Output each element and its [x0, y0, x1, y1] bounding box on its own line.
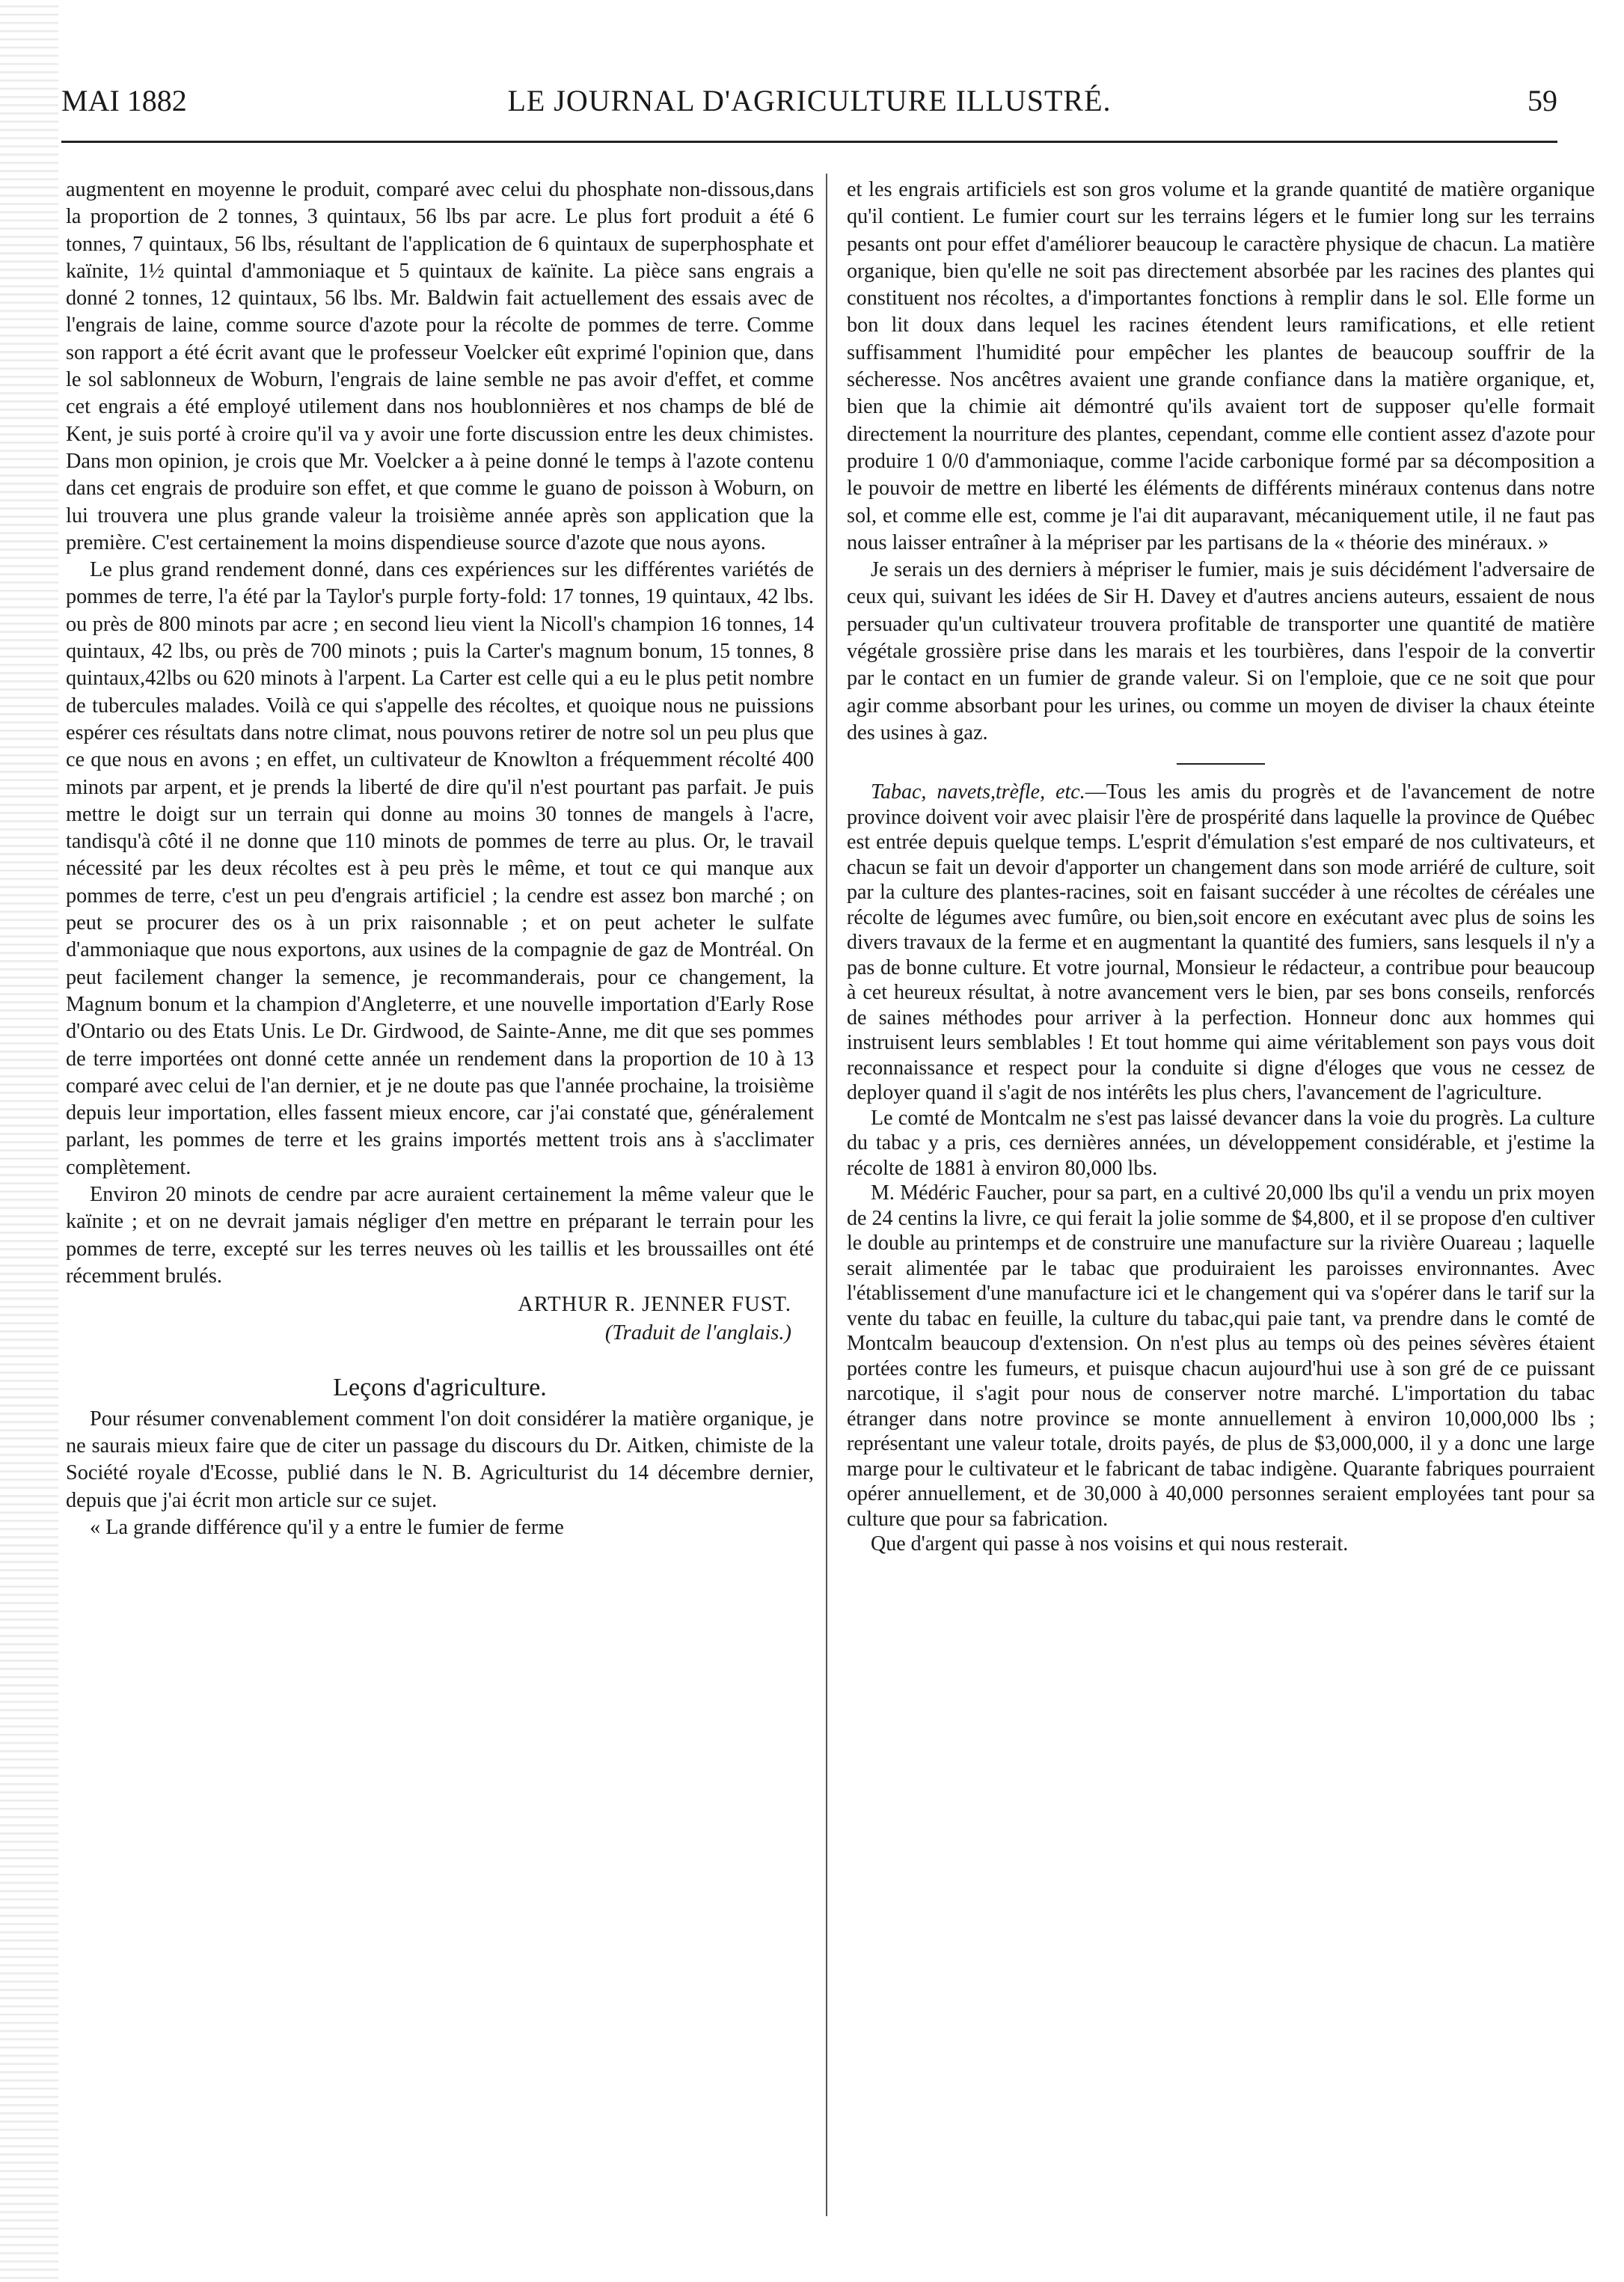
article-paragraph: et les engrais artificiels est son gros volume et la grande quantité de matière organique qu'il contient. Le fumier court sur les terrains légers et le fumier long sur les terrains pesants ont pour effet d'améliorer beaucoup le caractère physique de chacun. La matière organique, bien qu'elle ne soit pas directement absorbée par les racines des plantes qui constituent nos récoltes, a d'importantes fonctions à remplir dans le sol. Elle forme un bon lit doux dans lequel les racines étendent leurs ramifications, et elle retient suffisamment l'humidité pour empêcher les plantes de beaucoup souffrir de la sécheresse. Nos ancêtres avaient une grande confiance dans la matière organique, et, bien que la chimie ait démontré qu'ils avaient tort de supposer qu'elle formait directement la nourriture des plantes, cependant, comme elle contient assez d'azote pour produire 1 0/0 d'ammoniaque, comme l'acide carbonique formé par sa décomposition a le pouvoir de mettre en liberté les éléments de différents minéraux contenus dans notre sol, et comme elle est, comme je l'ai dit auparavant, mécaniquement utile, il ne faut pas nous laisser entraîner à la mépriser par les partisans de la « théorie des minéraux. » [847, 178, 1595, 554]
journal-title: LE JOURNAL D'AGRICULTURE ILLUSTRÉ. [507, 84, 1112, 117]
article-paragraph: augmentent en moyenne le produit, comparé avec celui du phosphate non-dissous,dans la proportion de 2 tonnes, 3 quintaux, 56 lbs par acre. Le plus fort produit a été 6 tonnes, 7 quintaux, 56 lbs, résultant de l'application de 6 quintaux de superphosphate et kaïnite, 1½ quintal d'ammoniaque et 5 quintaux de kaïnite. La pièce sans engrais a donné 2 tonnes, 12 quintaux, 56 lbs. Mr. Baldwin fait actuellement des essais avec de l'engrais de laine, comme source d'azote pour la récolte de pommes de terre. Comme son rapport a été écrit avant que le professeur Voelcker eût exprimé l'opinion que, dans le sol sablonneux de Woburn, l'engrais de laine semble ne pas avoir d'effet, et comme cet engrais a été employé utilement dans nos houblonnières et nos champs de blé de Kent, je suis porté à croire qu'il va y avoir une forte discussion entre les deux chimistes. Dans mon opinion, je crois que Mr. Voelcker a à peine donné le temps à l'azote contenu dans cet engrais de produire son effet, et que comme le guano de poisson à Woburn, on lui trouvera une plus grande valeur la troisième année après son application que la première. C'est certainement la moins dispendieuse source d'azote que nous ayons. [66, 178, 814, 554]
header-rule [61, 141, 1557, 143]
article-paragraph: Environ 20 minots de cendre par acre auraient certainement la même valeur que le kaïnite ; et on ne devrait jamais négliger d'en mettre en préparant le terrain pour les pommes de terre, excepté sur les terres neuves où les taillis et les broussailles ont été récemment brulés. [66, 1182, 814, 1288]
page-header [61, 75, 1557, 127]
author-signature: ARTHUR R. JENNER FUST. [518, 1293, 791, 1317]
article-paragraph: Que d'argent qui passe à nos voisins et qui nous resterait. [871, 1532, 1349, 1556]
article-paragraph: M. Médéric Faucher, pour sa part, en a cultivé 20,000 lbs qu'il a vendu un prix moyen de 24 centins la livre, ce qui ferait la jolie somme de $4,800, et il se propose d'en cultiver le double au printemps et de construire une manufacture sur la rivière Ouareau ; laquelle serait alimentée par le tabac que produiraient les paroisses environnantes. Avec l'établissement d'une manufacture ici et le changement qui va s'opérer dans le tarif sur la vente du tabac en feuille, la culture du tabac,qui paie tant, va prendre dans le comté de Montcalm beaucoup d'extension. On n'est plus au temps où des peines sévères étaient portées contre les fumeurs, et puisque chacun aujourd'hui use à son gré de ce puissant narcotique, il s'agit pour nous de conserver notre marché. L'importation du tabac étranger dans notre province se monte annuellement à environ 10,000,000 lbs ; représentant une valeur totale, droits payés, de plus de $3,000,000, il y a donc une large marge pour le cultivateur et le fabricant de tabac indigène. Quarante fabriques pourraient opérer annuellement, et de 30,000 à 40,000 personnes seraient employées tant pour sa culture que pour sa fabrication. [847, 1181, 1595, 1531]
section-lead: Tabac, navets,trèfle, etc. [871, 780, 1085, 804]
right-column [847, 177, 1595, 2227]
article-paragraph [847, 780, 1595, 1106]
article-paragraph: « La grande différence qu'il y a entre le fumier de ferme [90, 1515, 564, 1539]
article-paragraph: Le plus grand rendement donné, dans ces expériences sur les différentes variétés de pommes de terre, l'a été par la Taylor's purple forty-fold: 17 tonnes, 19 quintaux, 42 lbs. ou près de 800 minots par acre ; en second lieu vient la Nicoll's champion 16 tonnes, 14 quintaux, 42 lbs, ou près de 700 minots ; puis la Carter's magnum bonum, 15 tonnes, 8 quintaux,42lbs ou 620 minots à l'arpent. La Carter est celle qui a eu le plus petit nombre de tubercules malades. Voilà ce qui s'appelle des récoltes, et quoique nous ne puissions espérer ces résultats dans notre climat, nous pouvons retirer de notre sol un peu plus que ce que nous en avons ; en effet, un cultivateur de Knowlton a fréquemment récolté 400 minots par arpent, et je prends la liberté de dire qu'il n'est pourtant pas parfait. Je puis mettre le doigt sur un terrain qui donne au moins 30 tonnes de mangels à l'acre, tandisqu'à côté il ne donne que 110 minots de pommes de terre au plus. Or, le travail nécessité par les deux récoltes est à peu près le même, et tout ce qui manque aux pommes de terre, c'est un peu d'engrais artificiel ; la cendre est assez bon marché ; on peut se procurer des os à un prix raisonnable ; et on peut acheter le sulfate d'ammoniaque que nous exportons, aux usines de la compagnie de gaz de Montréal. On peut facilement changer la semence, je recommanderais, pour ce changement, la Magnum bonum et la champion d'Angleterre, et une nouvelle importation d'Early Rose d'Ontario ou des Etats Unis. Le Dr. Girdwood, de Sainte-Anne, me dit que ses pommes de terre importées ont donné cette année un rendement dans la proportion de 10 à 13 comparé avec celui de l'an dernier, et je ne doute pas que l'année prochaine, la troisième depuis leur importation, elles fassent mieux encore, car j'ai constaté que, généralement parlant, les pommes de terre et les grains importés mettent trois ans à s'acclimater complètement. [66, 558, 814, 1179]
scanned-binding-edge [0, 0, 58, 2282]
section-separator [1177, 763, 1265, 765]
column-divider [826, 174, 827, 2216]
translation-note: (Traduit de l'anglais.) [604, 1321, 791, 1345]
article-paragraph: Je serais un des derniers à mépriser le fumier, mais je suis décidément l'adversaire de ceux qui, suivant les idées de Sir H. Davey et d'autres anciens auteurs, essaient de nous persuader qu'un cultivateur trouvera profitable de transporter une quantité de matière végétale grossière prise dans les marais et les tourbières, dans l'espoir de la convertir par le contact en un fumier de grande valeur. Si on l'emploie, que ce ne soit que pour agir comme absorbant pour les urines, ou comme un moyen de diviser la chaux éteinte des usines à gaz. [847, 558, 1595, 744]
section-text: —Tous les amis du progrès et de l'avancement de notre province doivent voir avec plaisir l'ère de prospérité dans laquelle la province de Québec est entrée depuis quelque temps. L'esprit d'émulation s'est emparé de nos cultivateurs, et chacun se fait un devoir d'apporter un changement dans son mode arriéré de culture, soit par la culture des plantes-racines, soit en faisant succéder à une récoltes de céréales une récolte de légumes avec fumûre, ou bien,soit encore en exécutant avec plus de soins les divers travaux de la ferme et en augmentant la quantité des fumiers, sans lesquels il n'y a pas de bonne culture. Et votre journal, Monsieur le rédacteur, a contribue pour beaucoup à cet heureux résultat, à notre avancement vers le bien, par ses bons conseils, renforcés de saines méthodes pour arriver à la perfection. Honneur donc aux hommes qui instruisent leurs semblables ! Et tout homme qui aime véritablement son pays vous doit reconnaissance et respect pour la conduite si digne d'éloges que vous ne cessez de deployer quand il s'agit de nos intérêts les plus chers, l'avancement de l'agriculture. [847, 780, 1595, 1105]
page-number: 59 [1528, 84, 1557, 117]
article-heading: Leçons d'agriculture. [333, 1373, 547, 1401]
header-date: MAI 1882 [61, 84, 187, 117]
left-column [66, 177, 814, 2227]
article-paragraph: Le comté de Montcalm ne s'est pas laissé devancer dans la voie du progrès. La culture du tabac y a pris, ces dernières années, un développement considérable, et j'estime la récolte de 1881 à environ 80,000 lbs. [847, 1106, 1595, 1180]
article-paragraph: Pour résumer convenablement comment l'on doit considérer la matière organique, je ne saurais mieux faire que de citer un passage du discours du Dr. Aitken, chimiste de la Société royale d'Ecosse, publié dans le N. B. Agriculturist du 14 décembre dernier, depuis que j'ai écrit mon article sur ce sujet. [66, 1407, 814, 1512]
